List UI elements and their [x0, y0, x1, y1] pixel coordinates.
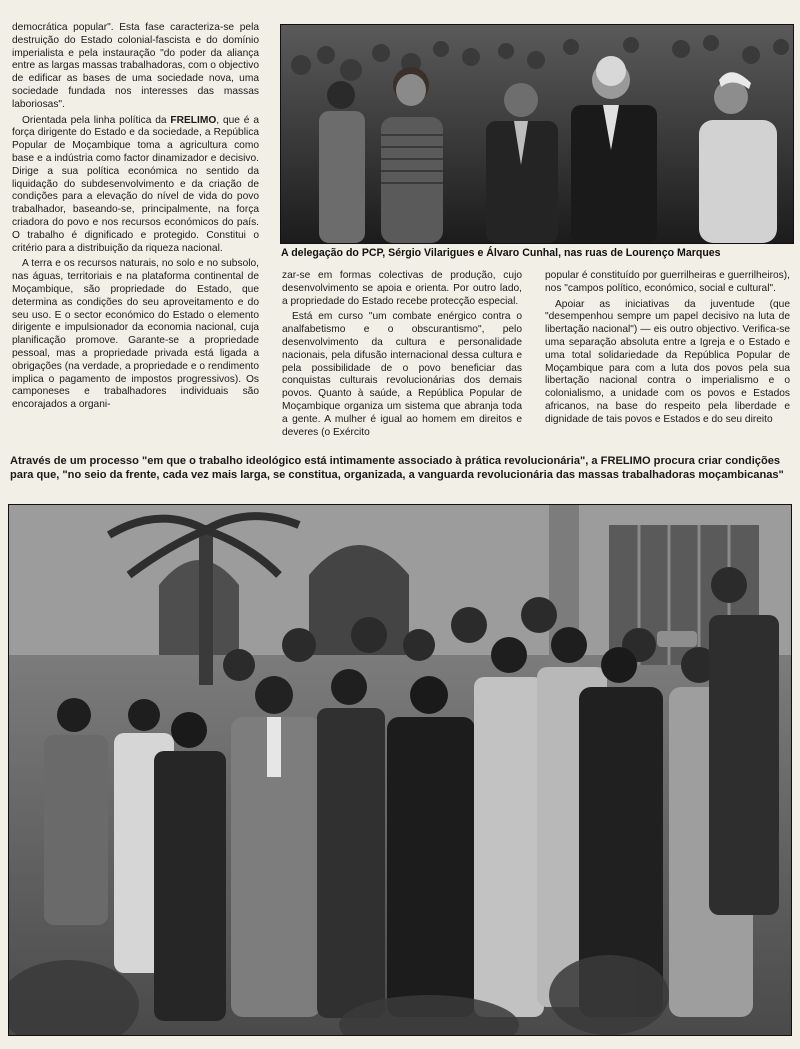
middle-text-column	[282, 270, 522, 442]
group-photo-illustration	[9, 505, 791, 1035]
leaders-group-photo	[8, 504, 792, 1036]
right-text-column	[545, 270, 790, 442]
left-paragraph-2	[12, 115, 259, 256]
left-paragraph-2-end: , que é a força dirigente do Estado e da sociedade, a República Popular de Moçambique toma a agricultura como base e a indústria como factor dinamizador e decisivo. Dirige a sua política económica no sentido da liquidação do subdesenvolvimento e da criação de condições para a elevação do nível de vida do povo trabalhador, baseando-se, principalmente, na força criadora do povo e nos recursos económicos do país. O trabalho é dignificado e protegido. Constitui o critério para a distribuição da riqueza nacional.	[12, 114, 259, 254]
left-text-column	[12, 22, 259, 440]
left-paragraph-2-start: Orientada pela linha política da	[22, 114, 171, 126]
middle-paragraph-1: zar-se em formas colectivas de produção, cujo desenvolvimento se apoia e orienta. Por outro lado, a propriedade do Estado recebe protecção especial.	[282, 270, 522, 307]
heading-frelimo: FRELIMO	[600, 455, 651, 467]
right-paragraph-2: Apoiar as iniciativas da juventude (que "desempenhou sempre um papel decisivo na luta de libertação nacional") — eis outro objectivo. Verifica-se uma separação absoluta entre a Igreja e o Estado e uma total solidariedade da República Popular de Moçambique para com a luta dos povos pela sua libertação nacional contra o imperialismo e o colonialismo, a unidade com os povos e Estados africanos, na base do respeito pela liberdade e dignidade de tais povos e Estados e do seu direito	[545, 298, 790, 425]
crowd-photo-illustration	[281, 25, 793, 243]
middle-paragraph-2: Está em curso "um combate enérgico contra o analfabetismo e o obscurantismo", pelo desenvolvimento da cultura e personalidade nacionais, pela difusão internacional dessa cultura e pela possibilidade de o povo beneficiar das conquistas culturais revolucionárias dos demais povos. Quanto à saúde, a República Popular de Moçambique organiza um sistema que abranja toda a gente. A mulher é igual ao homem em direitos e deveres (o Exército	[282, 311, 522, 438]
left-paragraph-3: A terra e os recursos naturais, no solo e no subsolo, nas águas, territoriais e na plataforma continental de Moçambique, são propriedade do Estado, que determina as condições do seu aproveitamento e do seu uso. E o sector económico do Estado o elemento dirigente e impulsionador da economia nacional, cuja planificação promove. Garante-se a propriedade pessoal, mas a propriedade privada está ligada a obrigações (na verdade, a propriedade e o rendimento implica o pagamento de impostos progressivos). Os camponeses e trabalhadores individuais são encorajados a organi-	[12, 258, 259, 411]
delegation-photo	[280, 24, 794, 244]
heading-end: procura criar condições para que, "no seio da frente, cada vez mais larga, se constitua, organizada, a vanguarda revolucionária das massas trabalhadoras moçambicanas"	[10, 455, 784, 481]
photo-caption: A delegação do PCP, Sérgio Vilarigues e Álvaro Cunhal, nas ruas de Lourenço Marques	[281, 247, 721, 259]
heading-start: Através de um processo "em que o trabalho ideológico está intimamente associado à prática revolucionária", a	[10, 455, 601, 467]
frelimo-name: FRELIMO	[170, 114, 217, 126]
left-paragraph-1: democrática popular". Esta fase caracteriza-se pela destruição do Estado colonial-fascista e do domínio imperialista e pela instauração "do poder da aliança entre as largas massas trabalhadoras, com o objectivo de edificar as bases de uma sociedade nova, uma sociedade fundada nos interesses das massas laboriosas".	[12, 22, 259, 110]
section-heading	[10, 454, 790, 482]
right-paragraph-1: popular é constituído por guerrilheiras e guerrilheiros), nos "campos político, económico, social e cultural".	[545, 270, 790, 294]
